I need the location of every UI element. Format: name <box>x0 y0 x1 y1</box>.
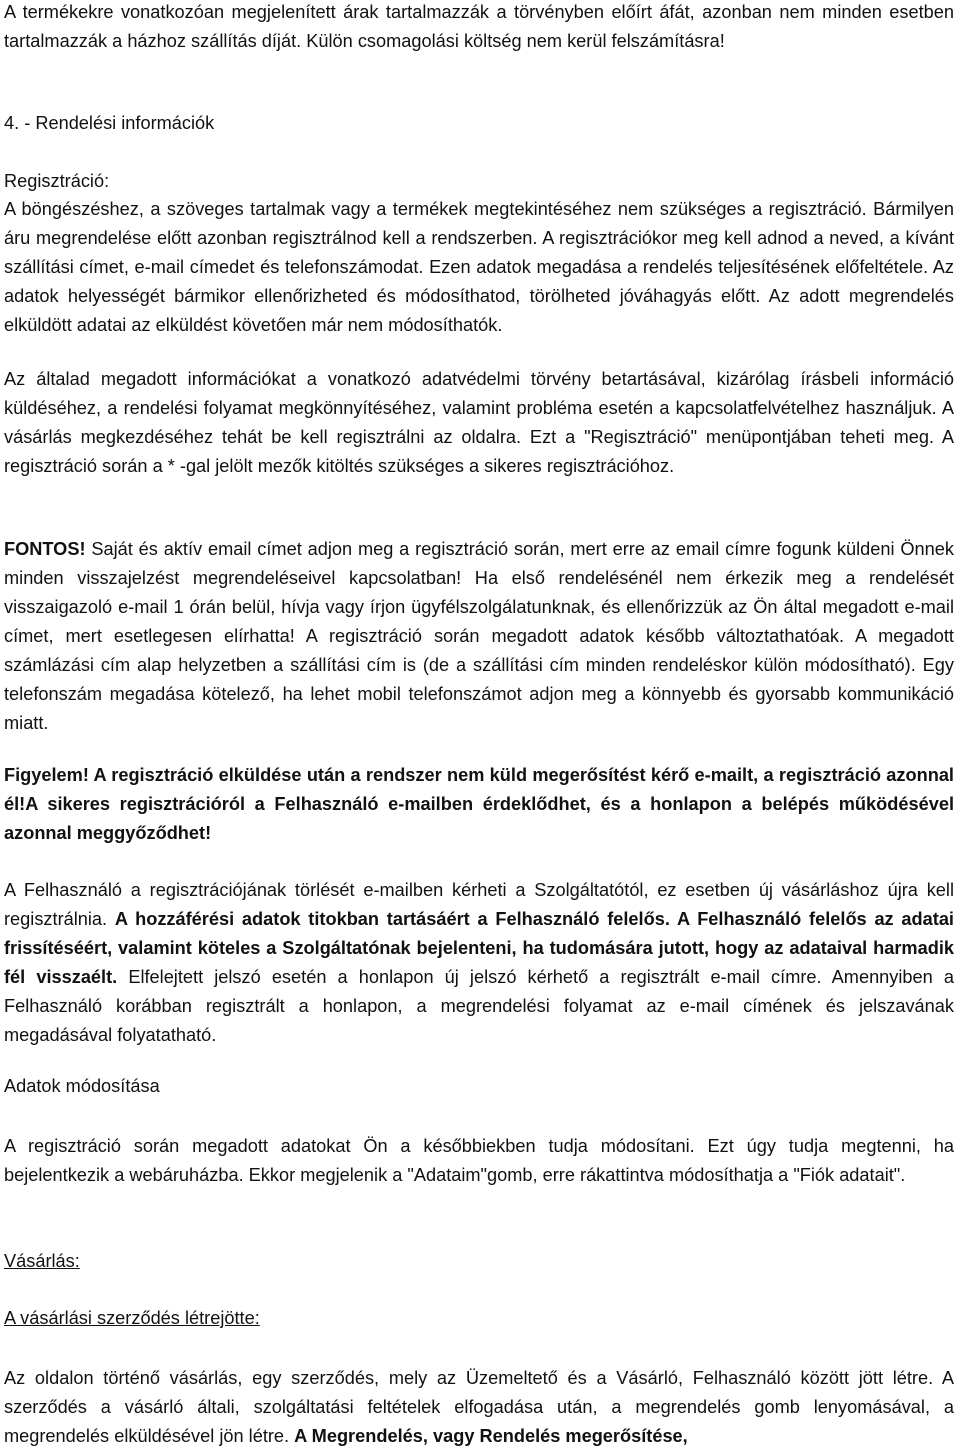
attention-paragraph: Figyelem! A regisztráció elküldése után a rendszer nem küld megerősítést kérő e-mailt, a regisztráció azonnal él!A sikeres regisztrációról a Felhasználó e-mailben érdeklődhet, és a honlapon a belépés működésével azonnal meggyőződhet! <box>4 765 954 843</box>
important-text: Saját és aktív email címet adjon meg a regisztráció során, mert erre az email címre fogunk küldeni Önnek minden visszajelzést megrendeléseivel kapcsolatban! Ha első rendelésénél nem érkezik meg a rendelését visszaigazoló e-mail 1 órán belül, hívja vagy írjon ügyfélszolgálatunknak, és ellenőrizzük az Ön által megadott e-mail címet, mert esetlegesen elírhatta! A regisztráció során megadott adatok később változtathatóak. A megadott számlázási cím alap helyzetben a szállítási cím is (de a szállítási cím minden rendeléskor külön módosítható). Egy telefonszám megadása kötelező, ha lehet mobil telefonszámot adjon meg a könnyebb és gyorsabb kommunikáció miatt. <box>4 539 954 733</box>
contract-text-bold: A Megrendelés, vagy Rendelés megerősítése, <box>294 1426 688 1446</box>
important-label: FONTOS! <box>4 539 86 559</box>
registration-info-paragraph: Az általad megadott információkat a vonatkozó adatvédelmi törvény betartásával, kizárólag írásbeli információ küldéséhez, a rendelési folyamat megkönnyítéséhez, valamint probléma esetén a kapcsolatfelvételhez használjuk. A vásárlás megkezdéséhez tehát be kell regisztrálni az oldalra. Ezt a "Regisztráció" menüpontjában teheti meg. A regisztráció során a * -gal jelölt mezők kitöltés szükséges a sikeres regisztrációhoz. <box>4 369 954 476</box>
data-modification-heading: Adatok módosítása <box>4 1076 160 1096</box>
section-title: 4. - Rendelési információk <box>4 113 215 133</box>
deletion-text-bold: A hozzáférési adatok titokban tartásáért a Felhasználó felelős. A Felhasználó felelős az adatai frissítéséért, valamint köteles a Szolgáltatónak bejelenteni, ha tudomására jutott, hogy az adataival harmadik fél visszaélt. <box>4 909 954 987</box>
deletion-paragraph <box>4 876 954 1050</box>
registration-paragraph: A böngészéshez, a szöveges tartalmak vagy a termékek megtekintéséhez nem szükséges a regisztráció. Bármilyen áru megrendelése előtt azonban regisztrálnod kell a rendszerben. A regisztrációkor meg kell adnod a neved, a kívánt szállítási címet, e-mail címedet és telefonszámodat. Ezen adatok megadása a rendelés teljesítésének előfeltétele. Az adatok helyességét bármikor ellenőrizheted és módosíthatod, törölheted jóváhagyás előtt. Az adott megrendelés elküldött adatai az elküldést követően már nem módosíthatók. <box>4 199 954 335</box>
registration-heading: Regisztráció: <box>4 171 110 191</box>
deletion-text-1: A Felhasználó a regisztrációjának törlését e-mailben kérheti a Szolgáltatótól, ez esetben új vásárláshoz újra kell regisztrálnia. <box>4 880 954 929</box>
contract-text: Az oldalon történő vásárlás, egy szerződés, mely az Üzemeltető és a Vásárló, Felhasználó között jött létre. A szerződés a vásárló általi, szolgáltatási feltételek elfogadása után, a megrendelés gomb lenyomásával, a megrendelés elküldésével jön létre. <box>4 1368 954 1446</box>
deletion-text-3: Elfelejtett jelszó esetén a honlapon új jelszó kérhető a regisztrált e-mail címre. Amennyiben a Felhasználó korábban regisztrált a honlapon, a megrendelési folyamat az e-mail címének és jelszavának megadásával folyatatható. <box>4 967 954 1045</box>
data-modification-paragraph: A regisztráció során megadott adatokat Ön a későbbiekben tudja módosítani. Ezt úgy tudja megtenni, ha bejelentkezik a webáruházba. Ekkor megjelenik a "Adataim"gomb, erre rákattintva módosíthatja a "Fiók adatait". <box>4 1136 954 1185</box>
intro-paragraph: A termékekre vonatkozóan megjelenített árak tartalmazzák a törvényben előírt áfát, azonban nem minden esetben tartalmazzák a házhoz szállítás díját. Külön csomagolási költség nem kerül felszámításra! <box>4 2 954 51</box>
contract-paragraph <box>4 1364 954 1451</box>
important-paragraph <box>4 535 954 738</box>
purchase-heading: Vásárlás: <box>4 1251 80 1271</box>
contract-heading: A vásárlási szerződés létrejötte: <box>4 1308 260 1328</box>
